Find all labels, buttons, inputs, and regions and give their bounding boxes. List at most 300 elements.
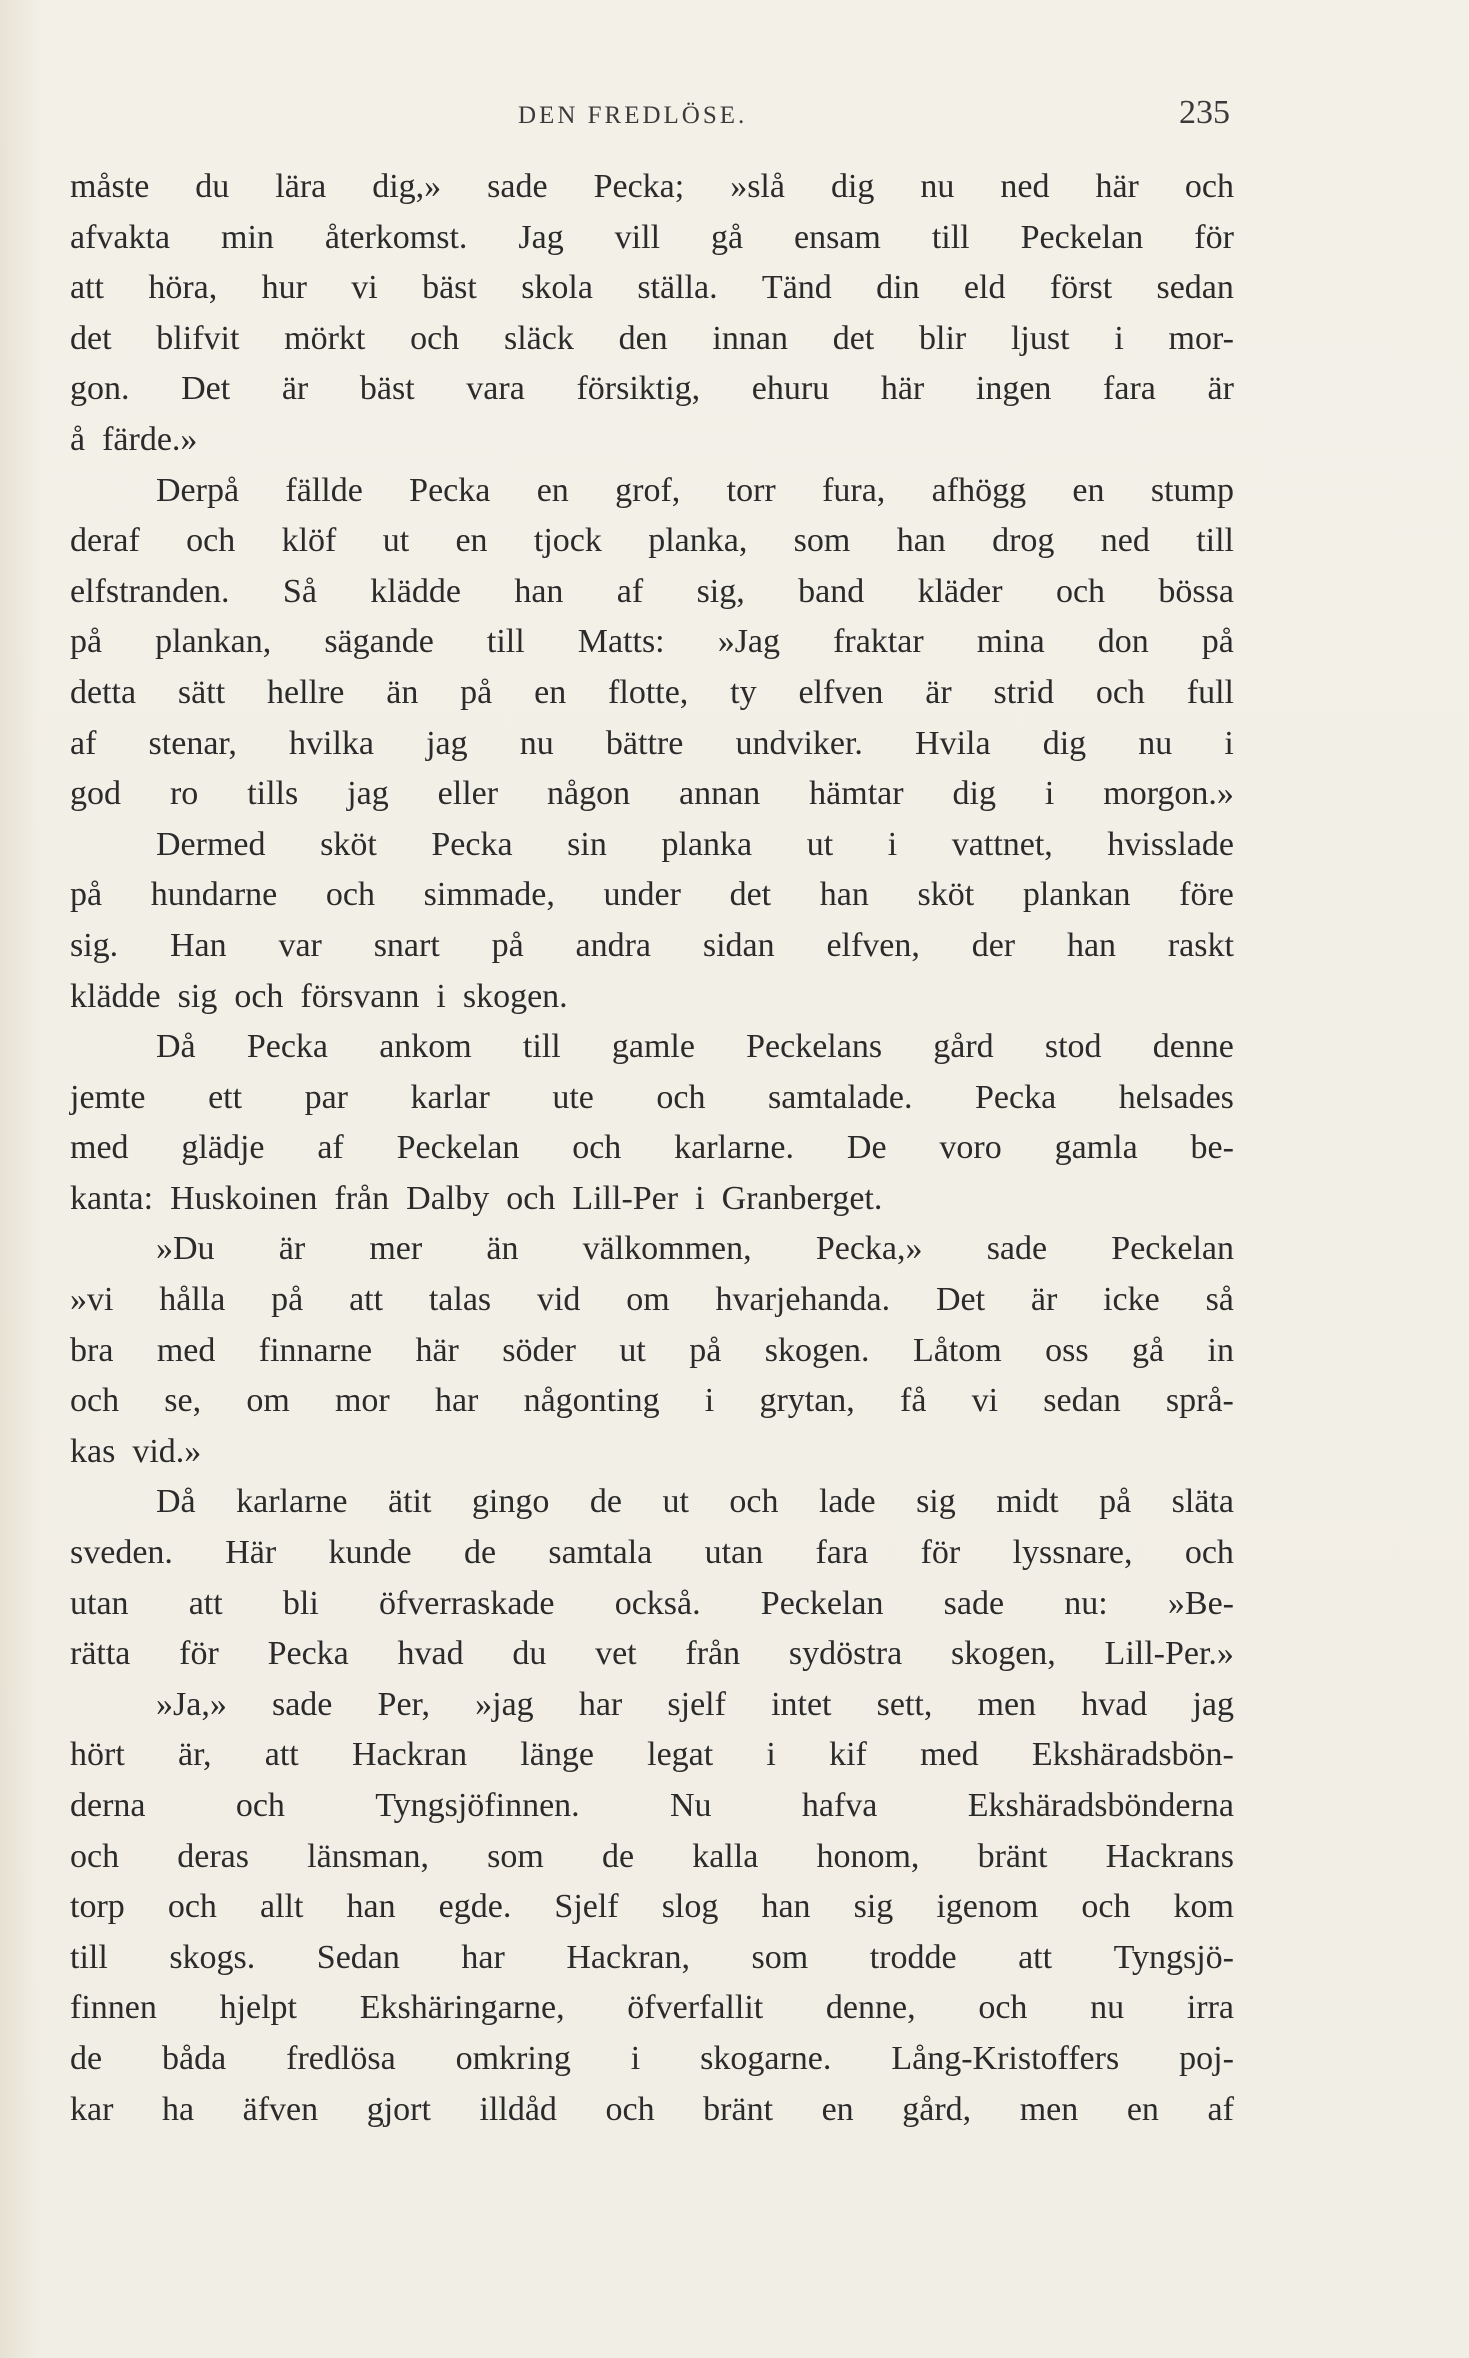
word: Tyngsjö-	[1113, 1938, 1234, 1976]
word: karlarne.	[674, 1129, 795, 1167]
word: mörkt	[284, 319, 366, 357]
word: här	[880, 370, 925, 408]
word: samtalade.	[768, 1078, 913, 1116]
text-line	[70, 921, 1234, 972]
word: vid.»	[132, 1432, 202, 1470]
word: i	[766, 1736, 776, 1774]
word: och	[1055, 572, 1106, 610]
word: och	[167, 1888, 217, 1926]
word: Per,	[377, 1685, 430, 1723]
page-number: 235	[1179, 94, 1230, 131]
word: gingo	[471, 1483, 550, 1521]
word: är	[281, 370, 309, 408]
word: drog	[992, 522, 1055, 560]
word: från	[685, 1635, 741, 1673]
word: och	[1184, 1534, 1234, 1572]
word: glädje	[181, 1129, 265, 1167]
word: som	[793, 522, 851, 560]
word: ingen	[975, 370, 1052, 408]
word: här	[1095, 168, 1139, 205]
word: ute	[552, 1078, 594, 1116]
word: »slå	[730, 168, 785, 205]
word: sig.	[70, 926, 119, 964]
word: det	[729, 876, 772, 914]
text-line	[70, 162, 1234, 213]
word: han	[819, 876, 869, 914]
word: med	[156, 1331, 216, 1369]
word: till	[486, 623, 525, 661]
page-header	[70, 92, 1230, 142]
word: Peckelan	[760, 1584, 884, 1622]
word: så	[1205, 1281, 1234, 1319]
word: som	[751, 1938, 809, 1976]
word: länge	[520, 1736, 594, 1774]
word: den	[618, 319, 668, 357]
word: en	[455, 522, 488, 560]
word: igenom	[936, 1888, 1039, 1926]
word: för	[920, 1534, 961, 1572]
word: Hvila	[915, 724, 991, 762]
text-line	[70, 668, 1234, 719]
word: på	[70, 876, 103, 914]
word: en	[1126, 2090, 1159, 2128]
word: lade	[818, 1483, 876, 1521]
word: Ekshäradsbönderna	[967, 1787, 1234, 1824]
word: utan	[70, 1584, 129, 1622]
word: har	[578, 1685, 623, 1723]
word: undviker.	[735, 724, 863, 762]
word: det	[832, 319, 875, 357]
word: hvad	[397, 1635, 464, 1673]
word: Huskoinen	[170, 1179, 318, 1217]
text-line	[70, 1427, 1234, 1478]
word: Tänd	[761, 269, 832, 307]
word: bättre	[605, 724, 684, 762]
word: gård	[933, 1028, 994, 1066]
word: äfven	[242, 2090, 319, 2128]
word: han	[761, 1888, 811, 1926]
word: hvisslade	[1107, 825, 1234, 863]
text-line	[70, 314, 1234, 365]
word: det	[70, 319, 112, 357]
word: Då	[156, 1028, 196, 1066]
word: och	[186, 522, 236, 560]
word: intet	[771, 1685, 832, 1723]
word: nu	[1090, 1989, 1125, 2027]
word: sade	[943, 1584, 1005, 1622]
text-line	[70, 1528, 1234, 1579]
word: och	[234, 977, 284, 1015]
word: släck	[503, 319, 574, 357]
word: om	[626, 1281, 670, 1319]
word: grytan,	[759, 1382, 855, 1420]
word: illdåd	[479, 2090, 557, 2128]
word: gon.	[70, 370, 130, 408]
word: fura,	[822, 471, 886, 509]
word: tills	[247, 775, 299, 813]
word: än	[386, 673, 419, 711]
word: i	[887, 825, 898, 863]
word: sedan	[1043, 1382, 1121, 1420]
word: stump	[1150, 471, 1234, 509]
word: skola	[521, 269, 593, 307]
word: välkommen,	[582, 1230, 752, 1268]
word: i	[695, 1179, 705, 1217]
word: elfven,	[826, 926, 920, 964]
text-line	[70, 1275, 1234, 1326]
word: der	[971, 926, 1016, 964]
word: och	[70, 1382, 120, 1420]
word: för	[179, 1635, 219, 1673]
word: en	[536, 471, 569, 509]
word: och	[1081, 1888, 1131, 1926]
text-line	[70, 719, 1234, 770]
word: och	[978, 1989, 1028, 2027]
word: sedan	[1156, 269, 1234, 307]
word: de	[601, 1837, 635, 1875]
word: här	[415, 1331, 459, 1369]
word: mor	[334, 1382, 390, 1420]
word: fredlösa	[286, 2039, 396, 2077]
word: skogarne.	[700, 2039, 832, 2077]
word: sjelf	[667, 1685, 726, 1723]
word: sig	[853, 1888, 894, 1926]
word: Sedan	[316, 1938, 400, 1976]
word: till	[522, 1028, 561, 1066]
word: Lill-Per	[572, 1179, 679, 1217]
word: och	[70, 1837, 120, 1875]
word: mer	[369, 1230, 423, 1268]
text-line	[70, 1579, 1234, 1630]
word: karlar	[410, 1078, 490, 1116]
word: sig	[916, 1483, 956, 1521]
word: nu:	[1064, 1584, 1108, 1622]
word: han	[346, 1888, 396, 1926]
word: vid	[536, 1281, 581, 1319]
text-line	[70, 1680, 1234, 1731]
word: ned	[1000, 168, 1050, 205]
word: snart	[373, 926, 440, 964]
word: legat	[647, 1736, 714, 1774]
word: vill	[614, 218, 661, 256]
text-line	[70, 2034, 1234, 2085]
word: Dalby	[406, 1179, 490, 1217]
word: med	[920, 1736, 979, 1774]
word: eld	[963, 269, 1006, 307]
word: Peckelan	[1020, 218, 1144, 256]
word: under	[603, 876, 681, 914]
word: på	[689, 1331, 722, 1369]
word: i	[1114, 319, 1124, 357]
text-line	[70, 1022, 1234, 1073]
word: ut	[662, 1483, 689, 1521]
word: nu	[1138, 724, 1173, 762]
text-line	[70, 1224, 1234, 1275]
word: sköt	[917, 876, 975, 914]
word: morgon.»	[1103, 775, 1234, 813]
word: omkring	[455, 2039, 571, 2077]
word: irra	[1186, 1989, 1234, 2027]
text-line	[70, 1983, 1234, 2034]
word: skogen.	[462, 977, 568, 1015]
word: ätit	[388, 1483, 432, 1521]
word: dig	[1042, 724, 1087, 762]
word: Lång-Kristoffers	[891, 2039, 1120, 2077]
word: Pecka	[431, 825, 513, 863]
text-line	[70, 1882, 1234, 1933]
word: sköt	[320, 825, 377, 863]
text-line	[70, 364, 1234, 415]
word: trodde	[869, 1938, 957, 1976]
word: innan	[712, 319, 788, 357]
word: torr	[726, 471, 776, 509]
word: färde.»	[102, 420, 198, 458]
word: Peckelans	[746, 1028, 883, 1066]
word: någon	[547, 775, 631, 813]
text-line	[70, 263, 1234, 314]
word: Jag	[518, 218, 564, 256]
word: af	[616, 572, 644, 610]
word: Tyngsjöfinnen.	[375, 1787, 580, 1824]
word: på	[460, 673, 493, 711]
word: Det	[935, 1281, 986, 1319]
word: Ekshäradsbön-	[1031, 1736, 1234, 1774]
word: ut	[806, 825, 834, 863]
word: »Ja,»	[156, 1685, 227, 1723]
word: hvarjehanda.	[715, 1281, 891, 1319]
word: lyssnare,	[1012, 1534, 1133, 1572]
word: men	[977, 1685, 1037, 1723]
text-line	[70, 1781, 1234, 1832]
word: »Du	[156, 1230, 215, 1268]
word: icke	[1103, 1281, 1160, 1319]
word: de	[589, 1483, 622, 1521]
word: bra	[70, 1331, 114, 1369]
word: sägande	[324, 623, 434, 661]
word: på	[271, 1281, 304, 1319]
text-line	[70, 466, 1234, 517]
word: Pecka	[409, 471, 491, 509]
text-line	[70, 1174, 1234, 1225]
word: finnen	[70, 1989, 157, 2027]
word: i	[630, 2039, 641, 2077]
word: blifvit	[156, 319, 240, 357]
word: sätt	[177, 673, 226, 711]
word: sig,	[696, 572, 745, 610]
word: att	[188, 1584, 223, 1622]
word: i	[1224, 724, 1234, 762]
text-line	[70, 2085, 1234, 2136]
word: fara	[1103, 370, 1156, 408]
word: denne	[1152, 1028, 1234, 1066]
word: och	[325, 876, 375, 914]
word: kif	[829, 1736, 867, 1774]
word: stod	[1044, 1028, 1102, 1066]
word: slog	[661, 1888, 719, 1926]
word: på	[491, 926, 524, 964]
word: Pecka	[975, 1078, 1057, 1116]
word: att	[264, 1736, 299, 1774]
word: Här	[225, 1534, 277, 1572]
word: och	[410, 319, 460, 357]
word: å	[70, 420, 86, 458]
word: att	[1018, 1938, 1053, 1976]
word: Pecka,»	[815, 1230, 923, 1268]
word: Derpå	[156, 471, 240, 509]
word: finnarne	[258, 1331, 373, 1369]
word: gamle	[611, 1028, 695, 1066]
word: som	[487, 1837, 544, 1875]
word: afvakta	[70, 218, 171, 256]
word: plankan,	[155, 623, 272, 661]
word: »jag	[475, 1685, 534, 1723]
word: Dermed	[156, 825, 266, 863]
text-line	[70, 769, 1234, 820]
word: elfven	[798, 673, 884, 711]
word: poj-	[1179, 2039, 1234, 2077]
word: sade	[986, 1230, 1048, 1268]
word: kunde	[328, 1534, 412, 1572]
word: helsades	[1118, 1078, 1234, 1116]
word: sade	[271, 1685, 333, 1723]
word: nu	[920, 168, 955, 205]
word: ankom	[379, 1028, 472, 1066]
word: hellre	[266, 673, 345, 711]
word: par	[304, 1078, 348, 1116]
word: hundarne	[150, 876, 278, 914]
text-line	[70, 567, 1234, 618]
word: kläder	[917, 572, 1003, 610]
word: har	[434, 1382, 479, 1420]
word: oss	[1045, 1331, 1089, 1369]
word: voro	[939, 1129, 1002, 1167]
word: Det	[181, 370, 231, 408]
word: grof,	[615, 471, 681, 509]
word: du	[195, 168, 230, 205]
word: Peckelan	[1111, 1230, 1234, 1268]
word: men	[1019, 2090, 1079, 2128]
word: vattnet,	[951, 825, 1053, 863]
word: en	[1072, 471, 1105, 509]
word: klädde	[370, 572, 461, 610]
word: af	[70, 724, 97, 762]
word: planka,	[648, 522, 748, 560]
word: ställa.	[637, 269, 718, 307]
word: ett	[208, 1078, 243, 1116]
word: har	[461, 1938, 505, 1976]
word: afhögg	[931, 471, 1027, 509]
word: Pecka	[267, 1635, 349, 1673]
word: om	[246, 1382, 290, 1420]
word: eller	[437, 775, 499, 813]
word: god	[70, 775, 121, 813]
word: detta	[70, 673, 137, 711]
word: ty	[730, 673, 757, 711]
word: hur	[261, 269, 307, 307]
word: Sjelf	[554, 1888, 619, 1926]
word: sydöstra	[788, 1635, 903, 1673]
text-line	[70, 1326, 1234, 1377]
word: rätta	[70, 1635, 131, 1673]
word: de	[463, 1534, 497, 1572]
word: återkomst.	[324, 218, 468, 256]
word: annan	[679, 775, 761, 813]
word: midt	[996, 1483, 1059, 1521]
body-text	[70, 162, 1234, 2135]
word: Hackran	[351, 1736, 468, 1774]
word: på	[1201, 623, 1234, 661]
word: han	[514, 572, 564, 610]
word: i	[436, 977, 446, 1015]
word: elfstranden.	[70, 572, 230, 610]
word: karlarne	[236, 1483, 348, 1521]
word: är,	[177, 1736, 212, 1774]
word: Ekshäringarne,	[359, 1989, 565, 2027]
word: Han	[170, 926, 227, 964]
word: hvad	[1081, 1685, 1148, 1723]
word: Pecka	[246, 1028, 329, 1066]
word: Då	[156, 1483, 196, 1521]
word: be-	[1190, 1129, 1234, 1167]
word: och	[605, 2090, 655, 2128]
word: blir	[919, 319, 967, 357]
text-line	[70, 1123, 1234, 1174]
word: med	[70, 1129, 129, 1167]
word: in	[1207, 1331, 1234, 1369]
word: är	[925, 673, 952, 711]
word: öfverraskade	[378, 1584, 555, 1622]
word: skogen.	[764, 1331, 870, 1369]
word: kas	[70, 1432, 116, 1470]
word: hämtar	[809, 775, 904, 813]
word: vi	[351, 269, 378, 307]
word: öfverfallit	[627, 1989, 764, 2027]
word: kom	[1173, 1888, 1234, 1926]
word: att	[70, 269, 104, 307]
word: egde.	[438, 1888, 512, 1926]
word: skogs.	[169, 1938, 256, 1976]
running-title: DEN FREDLÖSE.	[518, 102, 748, 129]
word: sidan	[702, 926, 775, 964]
word: Peckelan	[396, 1129, 520, 1167]
word: bränt	[703, 2090, 774, 2128]
word: full	[1186, 673, 1234, 711]
word: och	[1095, 673, 1145, 711]
word: bäst	[359, 370, 415, 408]
word: ut	[382, 522, 410, 560]
word: samtala	[548, 1534, 653, 1572]
word: hålla	[159, 1281, 226, 1319]
word: sig	[177, 977, 218, 1015]
word: gjort	[366, 2090, 431, 2128]
word: gå	[710, 218, 744, 256]
word: klädde	[70, 977, 161, 1015]
word: strid	[993, 673, 1054, 711]
word: bössa	[1158, 572, 1234, 610]
word: nu	[519, 724, 554, 762]
word: vara	[466, 370, 525, 408]
word: flotte,	[608, 673, 689, 711]
word: ensam	[794, 218, 881, 256]
word: han	[1066, 926, 1117, 964]
word: att	[349, 1281, 384, 1319]
word: till	[1196, 522, 1234, 560]
word: mina	[976, 623, 1045, 661]
word: honom,	[816, 1837, 920, 1875]
word: Pecka;	[593, 168, 685, 205]
word: band	[798, 572, 865, 610]
word: i	[1044, 775, 1055, 813]
